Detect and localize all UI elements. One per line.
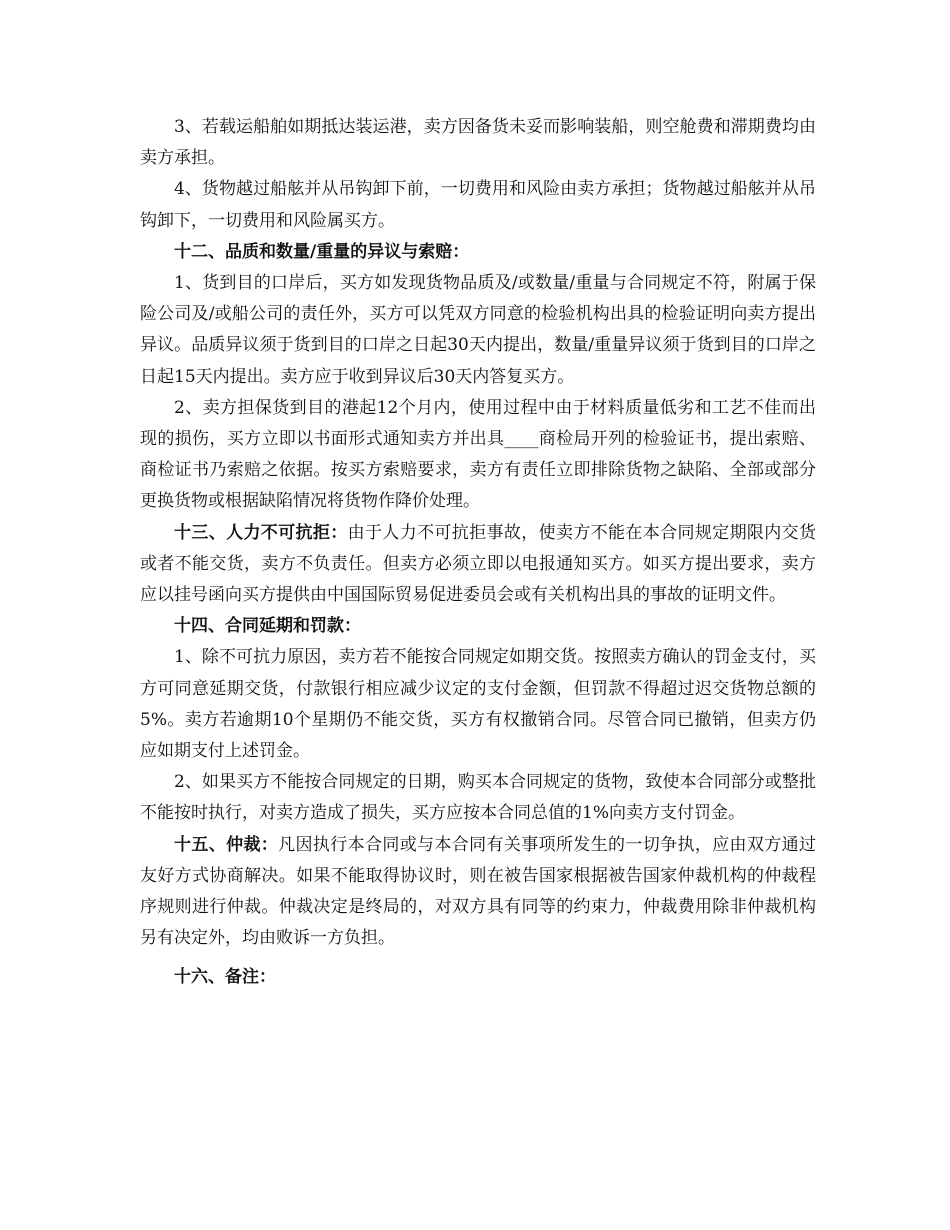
section-12-item-2: 2、卖方担保货到目的港起12个月内，使用过程中由于材料质量低劣和工艺不佳而出现的损伤，买方立即以书面形式通知卖方并出具____商检局开列的检验证书，提出索赔、商检证书乃索赔之依据。按买方索赔要求，卖方有责任立即排除货物之缺陷、全部或部分更换货物或根据缺陷情况将货物作降价处理。 [140,397,816,512]
section-16-heading: 十六、备注： [174,967,276,988]
clause-3-paragraph: 3、若载运船舶如期抵达装运港，卖方因备货未妥而影响装船，则空舱费和滞期费均由卖方承担。 [140,117,816,169]
section-14-item-1: 1、除不可抗力原因，卖方若不能按合同规定如期交货。按照卖方确认的罚金支付，买方可同意延期交货，付款银行相应减少议定的支付金额，但罚款不得超过迟交货物总额的5%。卖方若逾期10个星期仍不能交货，买方有权撤销合同。尽管合同已撤销，但卖方仍应如期支付上述罚金。 [140,647,816,762]
section-12-heading: 十二、品质和数量/重量的异议与索赔： [174,241,470,262]
section-14-heading: 十四、合同延期和罚款： [174,616,361,637]
section-12-item-1: 1、货到目的口岸后，买方如发现货物品质及/或数量/重量与合同规定不符，附属于保险公司及/或船公司的责任外，买方可以凭双方同意的检验机构出具的检验证明向卖方提出异议。品质异议须于货到目的口岸之日起30天内提出，数量/重量异议须于货到目的口岸之日起15天内提出。卖方应于收到异议后30天内答复买方。 [140,273,816,387]
clause-4-paragraph: 4、货物越过船舷并从吊钩卸下前，一切费用和风险由卖方承担；货物越过船舷并从吊钩卸下，一切费用和风险属买方。 [140,179,816,231]
section-13-heading: 十三、人力不可抗拒： [174,522,348,543]
section-15-text: 凡因执行本合同或与本合同有关事项所发生的一切争执，应由双方通过友好方式协商解决。如果不能取得协议时，则在被告国家根据被告国家仲裁机构的仲裁程序规则进行仲裁。仲裁决定是终局的，对双方具有同等的约束力，仲裁费用除非仲裁机构另有决定外，均由败诉一方负担。 [140,834,817,949]
section-14-item-2: 2、如果买方不能按合同规定的日期，购买本合同规定的货物，致使本合同部分或整批不能按时执行，对卖方造成了损失，买方应按本合同总值的1%向卖方支付罚金。 [140,772,816,824]
section-13-paragraph [140,518,816,612]
section-13-text: 由于人力不可抗拒事故，使卖方不能在本合同规定期限内交货或者不能交货，卖方不负责任。但卖方必须立即以电报通知买方。如买方提出要求，卖方应以挂号函向买方提供由中国国际贸易促进委员会或有关机构出具的事故的证明文件。 [140,522,817,606]
section-15-heading: 十五、仲裁： [174,834,279,855]
contract-page [140,112,816,994]
section-15-paragraph [140,830,816,955]
